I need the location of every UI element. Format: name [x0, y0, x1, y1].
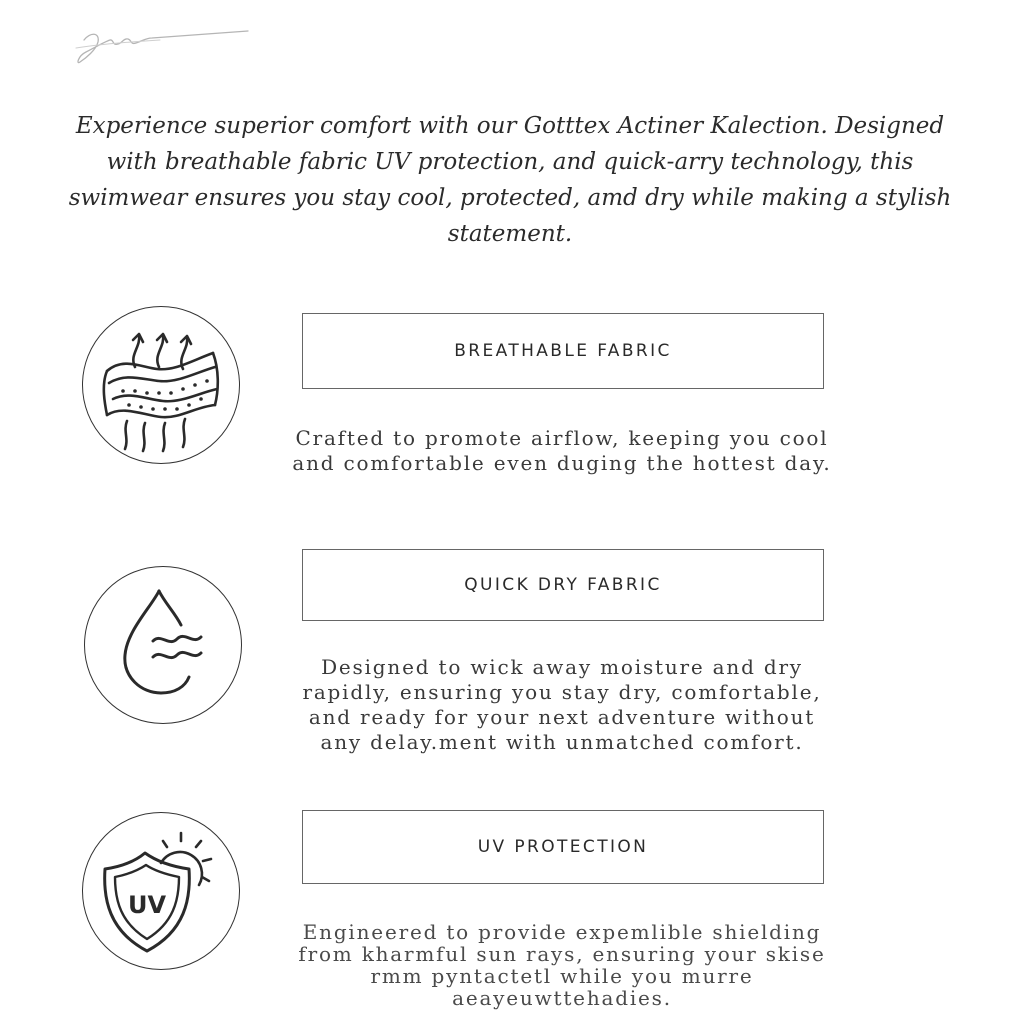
- feature-title-uv-protection: UV PROTECTION: [302, 810, 824, 884]
- feature-description-breathable: Crafted to promote airflow, keeping you cool and comfortable even duging the hottest day.: [292, 426, 832, 475]
- uv-badge-text: UV: [127, 891, 167, 919]
- water-drop-icon: [84, 566, 242, 724]
- feature-title-breathable: BREATHABLE FABRIC: [302, 313, 824, 389]
- uv-shield-sun-icon: [82, 812, 240, 970]
- signature-scribble: [70, 18, 260, 68]
- feature-description-uv-protection: Engineered to provide expemlible shielding from kharmful sun rays, ensuring your skise rmm pyntactetl while you murre aeayeuwttehadies.: [298, 920, 826, 1010]
- feature-title-quick-dry: QUICK DRY FABRIC: [302, 549, 824, 621]
- airflow-fabric-icon: [82, 306, 240, 464]
- feature-description-quick-dry: Designed to wick away moisture and dry rapidly, ensuring you stay dry, comfortable, and ready for your next adventure without any delay.ment with unmatched comfort.: [302, 655, 822, 754]
- intro-paragraph: Experience superior comfort with our Gotttex Actiner Kalection. Designed with breathable fabric UV protection, and quick-arry technology, this swimwear ensures you stay cool, protected, amd dry while making a stylish statement.: [68, 113, 952, 247]
